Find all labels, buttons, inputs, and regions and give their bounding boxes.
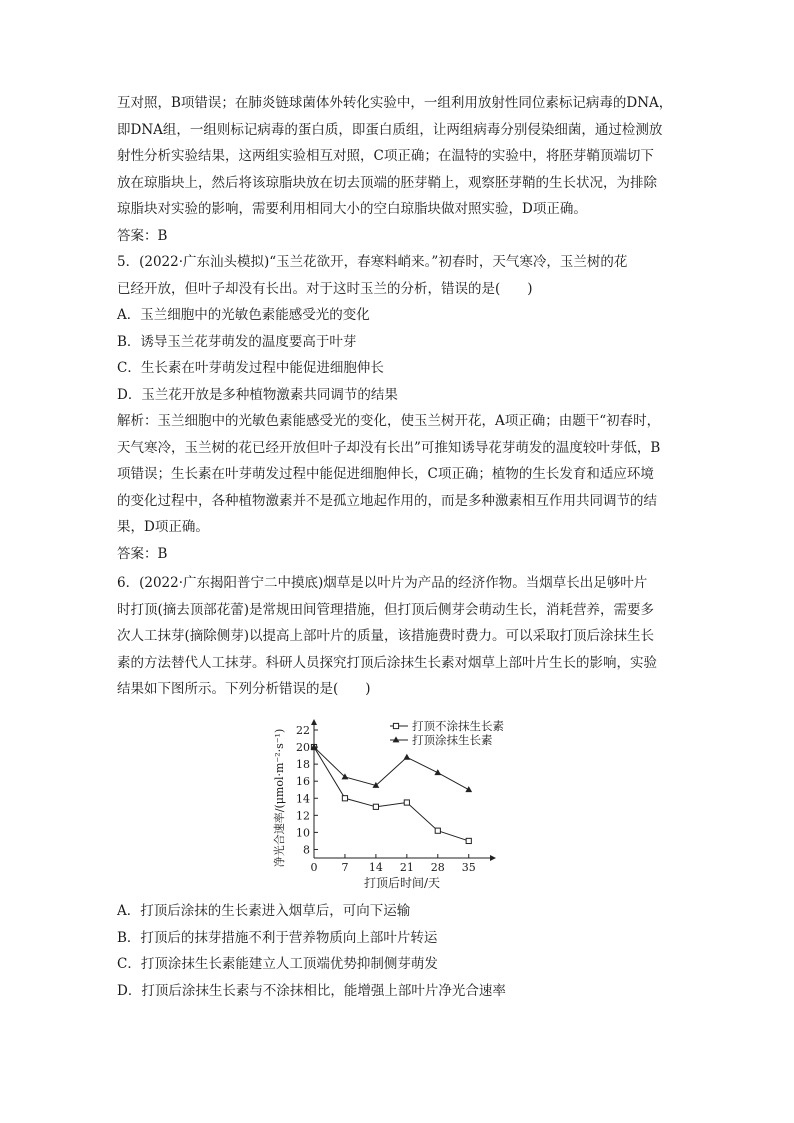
x-tick-label: 21 [399, 861, 414, 874]
data-point-square [373, 804, 378, 809]
question-stem-line: 素的方法替代人工抹芽。科研人员探究打顶后涂抹生长素对烟草上部叶片生长的影响，实验 [117, 654, 657, 671]
explanation-line: 项错误；生长素在叶芽萌发过程中能促进细胞伸长，C项正确；植物的生长发育和适应环境 [117, 466, 654, 482]
question-stem-line: 结果如下图所示。下列分析错误的是( ) [117, 681, 371, 697]
y-tick-label: 22 [296, 724, 310, 737]
data-point-square [435, 828, 440, 833]
text-line: 即DNA组，一组则标记病毒的蛋白质，即蛋白质组，让两组病毒分别侵染细菌，通过检测放 [117, 121, 663, 138]
line-chart [270, 718, 530, 896]
option-d: D．玉兰花开放是多种植物激素共同调节的结果 [117, 386, 398, 403]
y-tick-label: 12 [296, 809, 310, 823]
y-axis-arrow [311, 719, 317, 725]
series-line [314, 747, 469, 841]
data-point-triangle [434, 769, 441, 775]
y-tick-label: 16 [296, 775, 310, 789]
x-tick-label: 28 [430, 861, 445, 874]
legend-marker-triangle [393, 736, 400, 742]
text-line: 放在琼脂块上，然后将该琼脂块放在切去顶端的胚芽鞘上，观察胚芽鞘的生长状况，为排除 [117, 174, 657, 191]
question-stem-line: 次人工抹芽(摘除侧芽)以提高上部叶片的质量，该措施费时费力。可以采取打顶后涂抹生长 [117, 628, 655, 644]
x-tick-label: 7 [341, 861, 349, 874]
explanation-line: 解析：玉兰细胞中的光敏色素能感受光的变化，使玉兰树开花，A项正确；由题干“初春时， [117, 413, 661, 429]
x-axis-label: 打顶后时间/天 [363, 876, 441, 890]
explanation-line: 天气寒冷，玉兰树的花已经开放但叶子却没有长出”可推知诱导花芽萌发的温度较叶芽低，B [117, 439, 661, 456]
option-b: B．打顶后的抹芽措施不利于营养物质向上部叶片转运 [117, 929, 438, 946]
question-stem-line: 已经开放，但叶子却没有长出。对于这时玉兰的分析，错误的是( ) [117, 280, 533, 297]
y-tick-label: 18 [296, 758, 310, 772]
option-a: A．玉兰细胞中的光敏色素能感受光的变化 [117, 307, 370, 323]
y-axis-label: 净光合速率/(μmol·m⁻²·s⁻¹) [273, 728, 286, 868]
text-line: 射性分析实验结果，这两组实验相互对照，C项正确；在温特的实验中，将胚芽鞘顶端切下 [117, 148, 654, 164]
x-tick-label: 35 [461, 861, 476, 874]
question-stem-line: 6．(2022·广东揭阳普宁二中摸底)烟草是以叶片为产品的经济作物。当烟草长出足够叶片 [117, 575, 648, 591]
option-c: C．打顶涂抹生长素能建立人工顶端优势抑制侧芽萌发 [117, 956, 438, 972]
question-stem-line: 时打顶(摘去顶部花蕾)是常规田间管理措施，但打顶后侧芽会萌动生长，消耗营养，需要多 [117, 601, 655, 618]
x-tick-label: 14 [368, 861, 383, 874]
y-tick-label: 8 [303, 843, 310, 857]
y-tick-label: 14 [296, 792, 310, 806]
option-d: D．打顶后涂抹生长素与不涂抹相比，能增强上部叶片净光合速率 [117, 982, 506, 999]
question-5 [117, 249, 687, 567]
prev-explanation [117, 90, 687, 249]
question-6 [117, 570, 687, 703]
data-point-triangle [465, 786, 472, 792]
text-line: 互对照，B项错误；在肺炎链球菌体外转化实验中，一组利用放射性同位素标记病毒的DNA， [117, 95, 673, 111]
answer-line: 答案：B [117, 545, 168, 562]
x-tick-label: 0 [310, 861, 318, 874]
data-point-square [342, 796, 347, 801]
data-point-triangle [403, 754, 410, 760]
series-line [314, 747, 469, 790]
answer-line: 答案：B [117, 227, 168, 244]
question-6-options [117, 898, 687, 1004]
legend-label: 打顶涂抹生长素 [412, 733, 493, 747]
text-line: 琼脂块对实验的影响，需要利用相同大小的空白琼脂块做对照实验，D项正确。 [117, 201, 587, 217]
legend-marker-square [393, 723, 398, 728]
data-point-square [404, 800, 409, 805]
legend-label: 打顶不涂抹生长素 [412, 719, 504, 733]
y-tick-label: 20 [296, 741, 310, 755]
question-stem-line: 5．(2022·广东汕头模拟)“玉兰花欲开，春寒料峭来。”初春时，天气寒冷，玉兰树的花 [117, 254, 628, 270]
explanation-line: 果，D项正确。 [117, 519, 209, 535]
explanation-line: 的变化过程中，各种植物激素并不是孤立地起作用的，而是多种激素相互作用共同调节的结 [117, 492, 657, 509]
y-tick-label: 10 [296, 826, 310, 840]
option-a: A．打顶后涂抹的生长素进入烟草后，可向下运输 [117, 903, 411, 919]
data-point-square [466, 838, 471, 843]
x-axis-arrow [490, 855, 496, 861]
option-c: C．生长素在叶芽萌发过程中能促进细胞伸长 [117, 360, 384, 376]
option-b: B．诱导玉兰花芽萌发的温度要高于叶芽 [117, 333, 357, 350]
